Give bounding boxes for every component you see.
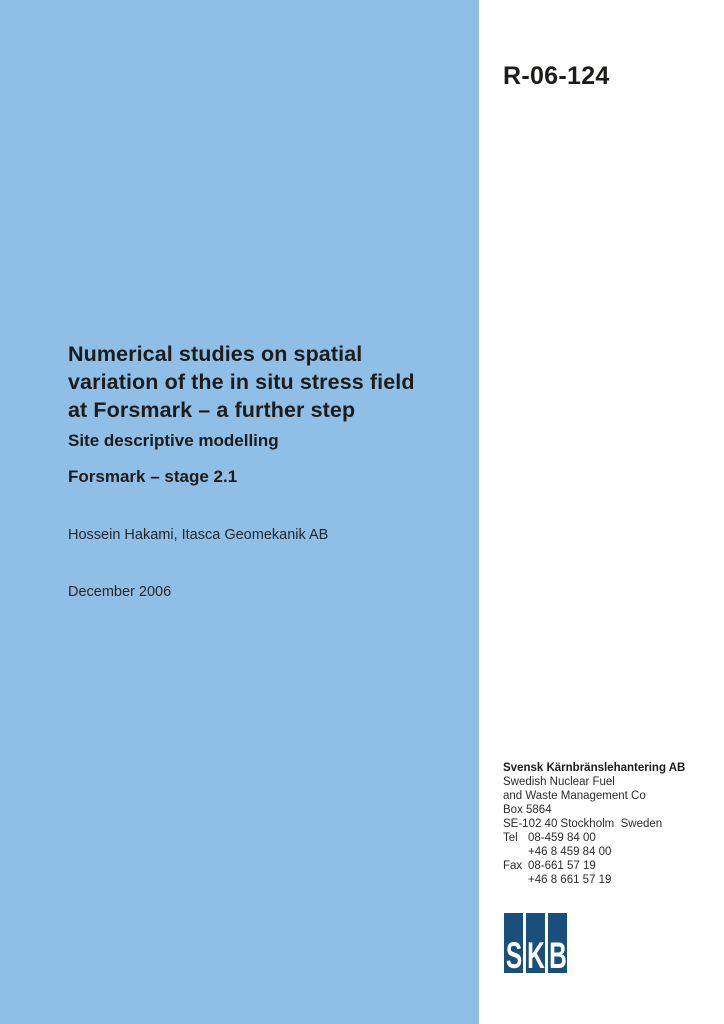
publisher-contact-row: [503, 859, 703, 873]
report-title-line-3: at Forsmark – a further step: [68, 398, 356, 422]
report-title-line-1: Numerical studies on spatial: [68, 342, 363, 366]
skb-logo-letter-s: S: [505, 935, 522, 976]
contact-value: 08-661 57 19: [528, 860, 596, 872]
publisher-address-line: Box 5864: [503, 804, 552, 816]
title-block: [68, 340, 458, 424]
report-title-line-2: variation of the in situ stress field: [68, 370, 415, 394]
publisher-name: Svensk Kärnbränslehantering AB: [503, 762, 686, 774]
skb-logo-bar: [526, 913, 545, 976]
report-author: Hossein Hakami, Itasca Geomekanik AB: [68, 527, 329, 543]
skb-logo: [504, 913, 567, 976]
skb-logo-bar: [548, 913, 567, 976]
publisher-contact-row: [503, 873, 703, 887]
contact-label: [503, 873, 528, 887]
publisher-address-line: and Waste Management Co: [503, 790, 646, 802]
report-date: December 2006: [68, 584, 172, 600]
contact-label: Tel: [503, 832, 518, 844]
report-subtitle: Site descriptive modelling: [68, 431, 279, 450]
report-number: R-06-124: [503, 62, 610, 90]
contact-label: [503, 845, 528, 859]
publisher-address-line: SE-102 40 Stockholm Sweden: [503, 818, 663, 830]
contact-value: +46 8 661 57 19: [528, 874, 612, 886]
report-stage: Forsmark – stage 2.1: [68, 467, 238, 486]
skb-logo-letter-b: B: [548, 935, 567, 976]
contact-value: +46 8 459 84 00: [528, 846, 612, 858]
skb-logo-bar: [504, 913, 523, 976]
contact-label: Fax: [503, 860, 523, 872]
publisher-block: [503, 761, 703, 887]
publisher-contact-row: [503, 831, 703, 845]
publisher-address-line: Swedish Nuclear Fuel: [503, 776, 615, 788]
skb-logo-letter-k: K: [526, 935, 545, 976]
contact-value: 08-459 84 00: [528, 832, 596, 844]
publisher-contact-row: [503, 845, 703, 859]
